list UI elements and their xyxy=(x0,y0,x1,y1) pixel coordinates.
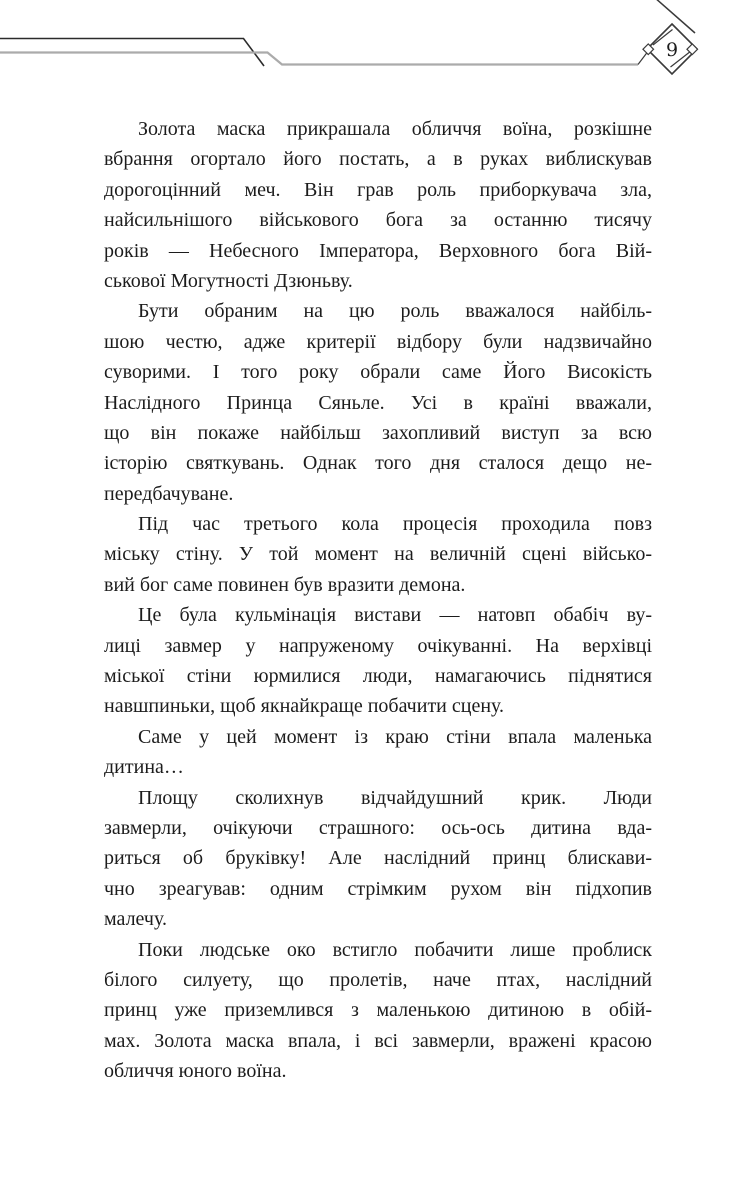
text-line: навшпиньки, щоб якнайкраще побачити сцену. xyxy=(104,695,505,718)
text-line: ськової Могутності Дзюньву. xyxy=(104,269,353,292)
paragraph xyxy=(104,296,652,509)
paragraph xyxy=(104,600,652,722)
text-line: років — Небесного Імператора, Верховного бога Вій- xyxy=(104,239,652,262)
text-line: міської стіни юрмилися люди, намагаючись піднятися xyxy=(104,665,652,688)
paragraph xyxy=(104,114,652,296)
text-line: дитина… xyxy=(104,756,184,779)
header-rule-gray xyxy=(0,53,638,65)
text-line: Поки людське око встигло побачити лише проблиск xyxy=(138,938,652,961)
text-line: передбачуване. xyxy=(104,482,234,505)
text-line: білого силуету, що пролетів, наче птах, наслідний xyxy=(104,968,652,991)
text-line: суворими. І того року обрали саме Його Високість xyxy=(104,361,652,384)
text-line: Саме у цей момент із краю стіни впала маленька xyxy=(138,725,652,748)
paragraph xyxy=(104,509,652,600)
text-line: риться об бруківку! Але наслідний принц блискави- xyxy=(104,847,652,870)
text-line: мах. Золота маска впала, і всі завмерли, вражені красою xyxy=(104,1029,652,1052)
text-line: чно зреагував: одним стрімким рухом він підхопив xyxy=(104,877,652,900)
text-line: обличчя юного воїна. xyxy=(104,1060,287,1083)
text-line: Під час третього кола процесія проходила повз xyxy=(138,513,652,536)
text-line: Це була кульмінація вистави — натовп обабіч ву- xyxy=(138,604,652,627)
text-line: що він покаже найбільш захопливий виступ за всю xyxy=(104,421,652,444)
text-line: малечу. xyxy=(104,908,167,931)
text-line: Наслідного Принца Сяньле. Усі в країні вважали, xyxy=(104,391,652,414)
text-line: лиці завмер у напруженому очікуванні. На верхівці xyxy=(104,634,652,657)
text-line: найсильнішого військового бога за останню тисячу xyxy=(104,209,652,232)
text-line: міську стіну. У той момент на величній сцені військо- xyxy=(104,543,652,566)
text-line: історію святкувань. Однак того дня сталося дещо не- xyxy=(104,452,652,475)
text-line: завмерли, очікуючи страшного: ось-ось дитина вда- xyxy=(104,816,652,839)
page-number: 9 xyxy=(665,39,679,61)
text-line: вий бог саме повинен був вразити демона. xyxy=(104,573,466,596)
text-line: шою честю, адже критерії відбору були надзвичайно xyxy=(104,330,652,353)
text-line: вбрання огортало його постать, а в руках виблискував xyxy=(104,148,652,171)
paragraph xyxy=(104,935,652,1087)
text-line: Бути обраним на цю роль вважалося найбіль- xyxy=(138,300,652,323)
paragraph xyxy=(104,722,652,783)
text-block xyxy=(104,114,652,1087)
paragraph xyxy=(104,783,652,935)
text-line: принц уже приземлився з маленькою дитиною в обій- xyxy=(104,999,652,1022)
text-line: Золота маска прикрашала обличчя воїна, розкішне xyxy=(138,118,652,140)
text-line: дорогоцінний меч. Він грав роль приборкувача зла, xyxy=(104,178,652,201)
header-ornament xyxy=(0,0,756,100)
text-line: Площу сколихнув відчайдушний крик. Люди xyxy=(138,786,652,809)
